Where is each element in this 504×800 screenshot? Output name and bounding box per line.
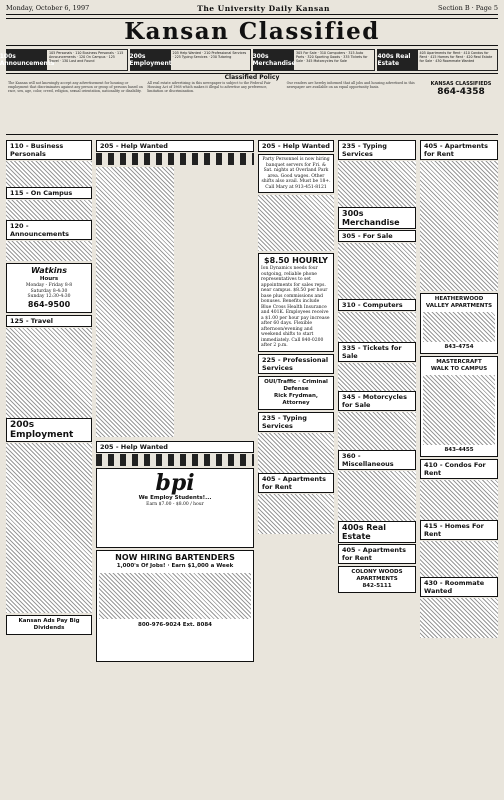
ad-text-block [420, 598, 498, 638]
attorney-name: Rick Frydman, Attorney [273, 392, 319, 406]
section-header: 300s Merchandise [338, 207, 416, 229]
ad-text-block [420, 541, 498, 577]
ad-text-block [338, 363, 416, 391]
kansan-ad [6, 615, 92, 635]
contact-label: KANSAS CLASSIFIEDS [430, 81, 492, 87]
section-header: 205 - Help Wanted [96, 441, 254, 453]
contact-phone: 864-4358 [437, 87, 485, 97]
watkins-phone: 864-9500 [27, 299, 71, 309]
section-header: 335 - Tickets for Sale [338, 342, 416, 362]
ad-text-block [6, 328, 92, 418]
ad-text-block [338, 412, 416, 450]
category-items: 305 For Sale · 310 Computers · 315 Auto Parts · 320 Sporting Goods · 335 Tickets for Sale · 345 Motorcycles for Sale [296, 51, 368, 63]
section-header: 405 - Apartments for Rent [420, 140, 498, 160]
section-header: 205 - Help Wanted [258, 140, 334, 152]
category-merchandise [253, 49, 375, 71]
kansan-ad-text: Kansan Ads Pay Big Dividends [18, 617, 80, 631]
mastercraft-body [423, 375, 495, 445]
section-header: 200s Employment [6, 418, 92, 442]
watkins-hours: Saturday 8-4:30 [30, 288, 68, 294]
page-title: Kansan Classified [6, 18, 498, 46]
hourly-text: Ion Dynamics needs four outgoing, reliable phone representatives to set appointments for sales reps. near campus. $8.50 per hour base plus commissions and bonuses. Benefits include Blue Cross Health Insurance and 401K. Employees receive a $1.00 per hour pay increase after 60 days. Flexible afternoon/evening and weekend shifts to start immediately. Call 840-0200 after 2 p.m. [261, 266, 330, 348]
category-items: 405 Apartments for Rent · 410 Condos for Rent · 415 Homes for Rent · 420 Real Estate for Sale · 430 Roommate Wanted [419, 51, 493, 63]
column-4 [338, 140, 416, 796]
section-divider [96, 454, 254, 466]
party-personnel-ad: Party Personnel is now hiring banquet servers for Fri. & Sat. nights at Overland Park area. Good wages. Other shifts also avail. Must be 18+. Call Mary at 913-451-8121 [258, 154, 334, 193]
section-header: 360 - Miscellaneous [338, 450, 416, 470]
policy-title: Classified Policy [224, 74, 280, 81]
category-label: 200s Employment [131, 50, 171, 70]
section-header: 405 - Apartments for Rent [338, 544, 416, 564]
section-header: 235 - Typing Services [258, 412, 334, 432]
ad-text-block [420, 161, 498, 291]
section-header: 345 - Motorcycles for Sale [338, 391, 416, 411]
bpi-logo: bpi [155, 470, 195, 496]
mastercraft-name: MASTERCRAFT [436, 359, 482, 365]
ion-dynamics-ad [258, 253, 334, 352]
bpi-sub: Earn $7.00 - $8.00 / hour [146, 502, 204, 507]
section-header: 430 - Roommate Wanted [420, 577, 498, 597]
category-employment [130, 49, 252, 71]
column-2 [96, 140, 254, 796]
category-real-estate [377, 49, 499, 71]
ad-text-block [338, 471, 416, 521]
section-header: 310 - Computers [338, 299, 416, 311]
section-header: 415 - Homes For Rent [420, 520, 498, 540]
ad-text-block [6, 443, 92, 613]
category-label: 400s Real Estate [378, 50, 418, 70]
section-header: 115 - On Campus [6, 187, 92, 199]
ad-text-block [338, 161, 416, 207]
bpi-ad [96, 468, 254, 548]
colony-woods-ad [338, 566, 416, 593]
category-label: 100s Announcements [7, 50, 47, 70]
mastercraft-walk: WALK TO CAMPUS [430, 366, 488, 372]
column-3 [258, 140, 334, 796]
section-header: 205 - Help Wanted [96, 140, 254, 152]
category-items: 205 Help Wanted · 210 Professional Services · 225 Typing Services · 230 Tutoring [172, 51, 247, 59]
bpi-headline: We Employ Students!... [138, 495, 212, 501]
section-header: 235 - Typing Services [338, 140, 416, 160]
masthead-strip [6, 4, 498, 15]
column-5 [420, 140, 498, 796]
watkins-name: Watkins [30, 266, 68, 275]
ad-text-block [338, 243, 416, 299]
heatherwood-body [423, 312, 495, 342]
section-header: 225 - Professional Services [258, 354, 334, 374]
hourly-headline: $8.50 HOURLY [264, 256, 328, 265]
policy-text: The Kansan will not knowingly accept any advertisement for housing or employment that discriminates against any person or group of persons based on race, sex, age, color, creed, religion, sexual orientation, nationality or disability. [8, 81, 143, 94]
ad-text-block [96, 167, 174, 437]
ad-text-block [338, 312, 416, 342]
heatherwood-phone: 843-4754 [444, 344, 474, 350]
ad-text-block [6, 241, 92, 261]
colony-phone: 842-5111 [362, 583, 392, 589]
category-label: 300s Merchandise [254, 50, 294, 70]
attorney-headline: OUI/Traffic · Criminal Defense [264, 378, 328, 392]
section-page: Section B · Page 5 [438, 4, 498, 12]
watkins-hours: Sunday 12:30-4:30 [27, 294, 71, 299]
ad-text-block [258, 494, 334, 534]
ad-text-block [6, 200, 92, 220]
policy-text: Our readers are hereby informed that all jobs and housing advertised in this newspaper are available on an equal opportunity basis. [286, 81, 415, 90]
category-index [0, 49, 498, 71]
watkins-ad [6, 263, 92, 313]
paper-name: The University Daily Kansan [197, 4, 330, 13]
column-1 [6, 140, 92, 796]
bartender-phone: 800-976-9024 Ext. 8084 [138, 622, 212, 628]
bartender-ad [96, 550, 254, 662]
watkins-hours-title: Hours [39, 276, 59, 282]
bartender-headline: NOW HIRING BARTENDERS [115, 553, 235, 562]
colony-name: COLONY WOODS APARTMENTS [351, 569, 403, 582]
watkins-hours: Monday - Friday 8-8 [25, 283, 73, 288]
heatherwood-name: HEATHERWOOD VALLEY APARTMENTS [425, 296, 493, 309]
category-items: 105 Personals · 110 Business Personals · 115 Announcements · 120 On Campus · 125 Travel · 130 Lost and Found [49, 51, 124, 63]
classified-policy [6, 73, 498, 135]
ad-text-block [420, 480, 498, 520]
section-header: 120 - Announcements [6, 220, 92, 240]
attorney-ad [258, 376, 334, 410]
ad-text-block [258, 433, 334, 473]
mastercraft-phone: 843-4455 [444, 447, 474, 453]
issue-date: Monday, October 6, 1997 [6, 4, 90, 12]
bartender-body [99, 573, 251, 619]
section-header: 405 - Apartments for Rent [258, 473, 334, 493]
bartender-sub: 1,000's Of Jobs! · Earn $1,000 a Week [116, 563, 234, 569]
category-announcements [0, 49, 128, 71]
contact-box [426, 81, 496, 97]
heatherwood-ad [420, 293, 498, 354]
section-header: 110 - Business Personals [6, 140, 92, 160]
ad-text-block [6, 161, 92, 187]
mastercraft-ad [420, 356, 498, 457]
section-divider [96, 153, 254, 165]
section-header: 410 - Condos For Rent [420, 459, 498, 479]
section-header: 305 - For Sale [338, 230, 416, 242]
section-header: 125 - Travel [6, 315, 92, 327]
section-header: 400s Real Estate [338, 521, 416, 543]
policy-text: All real estate advertising in this newspaper is subject to the Federal Fair Housing Act of 1968 which makes it illegal to advertise any preference, limitation or discrimination. [147, 81, 271, 94]
ad-text-block [258, 195, 334, 251]
